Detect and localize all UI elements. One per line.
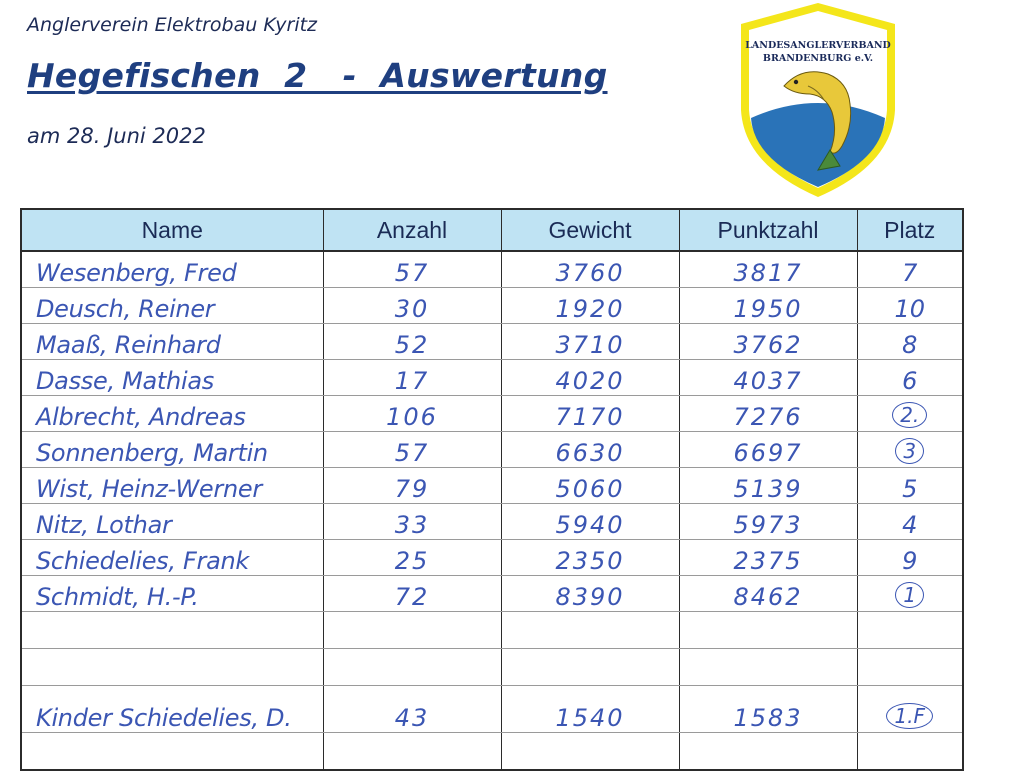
- cell-platz: [857, 504, 963, 540]
- cell-name: Deusch, Reiner: [21, 288, 323, 324]
- column-header-gewicht: Gewicht: [501, 209, 679, 251]
- cell-name: Kinder Schiedelies, D.: [21, 686, 323, 733]
- empty-row: [21, 733, 963, 771]
- place-value: 10: [894, 295, 926, 323]
- cell-anzahl: 79: [323, 468, 501, 504]
- cell-punktzahl: 3762: [679, 324, 857, 360]
- cell-gewicht: 2350: [501, 540, 679, 576]
- table-row: [21, 468, 963, 504]
- table-row-youth: [21, 686, 963, 733]
- empty-cell: [21, 733, 323, 771]
- cell-platz: [857, 396, 963, 432]
- table-row: [21, 251, 963, 288]
- column-header-platz: Platz: [857, 209, 963, 251]
- empty-cell: [679, 649, 857, 686]
- place-value: 9: [902, 547, 918, 575]
- cell-anzahl: 17: [323, 360, 501, 396]
- cell-anzahl: 43: [323, 686, 501, 733]
- cell-gewicht: 4020: [501, 360, 679, 396]
- cell-punktzahl: 5973: [679, 504, 857, 540]
- cell-platz: [857, 324, 963, 360]
- cell-gewicht: 8390: [501, 576, 679, 612]
- empty-cell: [857, 649, 963, 686]
- table-row: [21, 504, 963, 540]
- cell-name: Wesenberg, Fred: [21, 251, 323, 288]
- cell-name: Maaß, Reinhard: [21, 324, 323, 360]
- cell-platz: [857, 360, 963, 396]
- empty-cell: [323, 612, 501, 649]
- empty-cell: [501, 733, 679, 771]
- circled-place-badge: 1: [895, 582, 924, 608]
- club-name: Anglerverein Elektrobau Kyritz: [27, 14, 318, 36]
- cell-platz: [857, 576, 963, 612]
- empty-row: [21, 612, 963, 649]
- empty-cell: [679, 612, 857, 649]
- table-row: [21, 288, 963, 324]
- cell-platz: [857, 540, 963, 576]
- cell-anzahl: 72: [323, 576, 501, 612]
- place-value: 6: [902, 367, 918, 395]
- logo-water: [751, 103, 885, 187]
- cell-platz: [857, 468, 963, 504]
- cell-punktzahl: 6697: [679, 432, 857, 468]
- cell-gewicht: 3710: [501, 324, 679, 360]
- empty-cell: [857, 612, 963, 649]
- event-date: am 28. Juni 2022: [27, 124, 206, 148]
- cell-punktzahl: 8462: [679, 576, 857, 612]
- cell-anzahl: 30: [323, 288, 501, 324]
- cell-name: Schmidt, H.-P.: [21, 576, 323, 612]
- cell-name: Sonnenberg, Martin: [21, 432, 323, 468]
- cell-gewicht: 1920: [501, 288, 679, 324]
- table-row: [21, 576, 963, 612]
- cell-platz: [857, 288, 963, 324]
- cell-punktzahl: 2375: [679, 540, 857, 576]
- association-logo: [732, 0, 904, 200]
- cell-platz: [857, 686, 963, 733]
- cell-anzahl: 106: [323, 396, 501, 432]
- empty-cell: [21, 649, 323, 686]
- cell-name: Wist, Heinz-Werner: [21, 468, 323, 504]
- empty-cell: [857, 733, 963, 771]
- cell-punktzahl: 4037: [679, 360, 857, 396]
- empty-cell: [21, 612, 323, 649]
- cell-anzahl: 52: [323, 324, 501, 360]
- empty-cell: [323, 649, 501, 686]
- cell-anzahl: 57: [323, 432, 501, 468]
- empty-cell: [501, 649, 679, 686]
- cell-punktzahl: 5139: [679, 468, 857, 504]
- place-value: 4: [902, 511, 918, 539]
- cell-gewicht: 6630: [501, 432, 679, 468]
- circled-place-badge: 1.F: [886, 703, 933, 729]
- cell-gewicht: 3760: [501, 251, 679, 288]
- results-table: [20, 208, 964, 771]
- empty-row: [21, 649, 963, 686]
- column-header-name: Name: [21, 209, 323, 251]
- empty-cell: [679, 733, 857, 771]
- page-title: Hegefischen 2 - Auswertung: [27, 56, 608, 95]
- empty-cell: [323, 733, 501, 771]
- place-value: 5: [902, 475, 918, 503]
- cell-anzahl: 25: [323, 540, 501, 576]
- cell-punktzahl: 7276: [679, 396, 857, 432]
- cell-anzahl: 57: [323, 251, 501, 288]
- column-header-punktzahl: Punktzahl: [679, 209, 857, 251]
- cell-gewicht: 5060: [501, 468, 679, 504]
- cell-gewicht: 5940: [501, 504, 679, 540]
- table-header-row: [21, 209, 963, 251]
- logo-text-line2: BRANDENBURG e.V.: [762, 53, 874, 64]
- cell-punktzahl: 1583: [679, 686, 857, 733]
- cell-name: Albrecht, Andreas: [21, 396, 323, 432]
- cell-anzahl: 33: [323, 504, 501, 540]
- cell-gewicht: 7170: [501, 396, 679, 432]
- cell-name: Schiedelies, Frank: [21, 540, 323, 576]
- table-row: [21, 540, 963, 576]
- cell-punktzahl: 1950: [679, 288, 857, 324]
- table-row: [21, 324, 963, 360]
- column-header-anzahl: Anzahl: [323, 209, 501, 251]
- cell-platz: [857, 251, 963, 288]
- table-row: [21, 360, 963, 396]
- circled-place-badge: 3: [895, 438, 924, 464]
- table-row: [21, 396, 963, 432]
- cell-punktzahl: 3817: [679, 251, 857, 288]
- logo-text-line1: LANDESANGLERVERBAND: [745, 40, 891, 51]
- empty-cell: [501, 612, 679, 649]
- table-row: [21, 432, 963, 468]
- cell-name: Dasse, Mathias: [21, 360, 323, 396]
- cell-name: Nitz, Lothar: [21, 504, 323, 540]
- place-value: 8: [902, 331, 918, 359]
- place-value: 7: [902, 259, 918, 287]
- circled-place-badge: 2.: [892, 402, 927, 428]
- cell-gewicht: 1540: [501, 686, 679, 733]
- cell-platz: [857, 432, 963, 468]
